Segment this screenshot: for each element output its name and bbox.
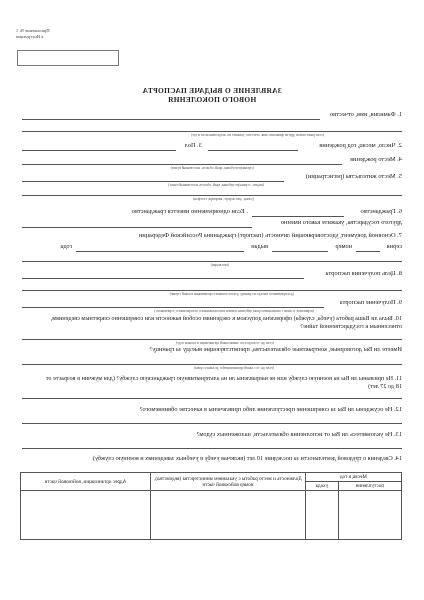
- item-2-label: 2. Число, месяц, год рождения: [319, 142, 402, 149]
- item-10-caption: (если да, то когда и по линии какой организации и в каком году): [175, 341, 274, 345]
- item-10-label: 10. Была ли Ваша работа (учеба, служба) оформлена допуском к сведениям особой важности или совершенно секретным сведениям, отнесенным к государственной тайне?: [50, 315, 402, 330]
- start-header: поступления: [339, 482, 402, 491]
- item-5-field[interactable]: [22, 181, 284, 182]
- item-1-field-2[interactable]: [22, 131, 402, 132]
- appendix-note: [16, 28, 74, 40]
- item-6-field-2[interactable]: [22, 227, 252, 228]
- item-9-caption: (первичное, в связи с окончанием срока действия, взамен использованного, испорченного, утраченного): [154, 309, 314, 313]
- item-12-label: 11. Не призваны ли Вы на военную службу или не направлены ли на альтернативную гражданскую службу? (для мужчин в возрасте от 18 до 27 лет): [45, 375, 402, 390]
- item-5-label: 5. Место жительства (регистрации): [305, 173, 402, 180]
- end-header: ухода: [306, 482, 339, 491]
- item-7-caption: (кем выдан): [210, 263, 229, 267]
- item-8-field[interactable]: [22, 278, 304, 279]
- item-4-caption: (страна/республика, край, область, населенный пункт): [170, 166, 254, 170]
- item-7-issued-field[interactable]: [76, 251, 244, 252]
- page-title: [80, 86, 344, 104]
- item-6-label: 6. Гражданство: [360, 208, 402, 215]
- item-2-field[interactable]: [208, 150, 298, 151]
- title-line-1: ЗАЯВЛЕНИЕ О ВЫДАЧЕ ПАСПОРТА: [142, 86, 282, 95]
- title-line-2: НОВОГО ПОКОЛЕНИЯ: [167, 95, 257, 104]
- item-13-field[interactable]: [22, 423, 402, 424]
- item-7-year-label: года: [60, 243, 72, 250]
- item-8-label: 8. Цель получения паспорта: [325, 270, 402, 277]
- item-10-field[interactable]: [22, 339, 402, 340]
- item-6-field[interactable]: [252, 216, 344, 217]
- item-11-label: Имеете ли Вы договорные, контрактные обязательства, препятствующие выезду за границу?: [149, 346, 402, 353]
- table-row: [21, 491, 402, 540]
- item-14-label: 13. Не уклоняетесь ли Вы от исполнения обязательств, наложенных судом?: [196, 431, 402, 438]
- item-5-caption-b: (улица, дом, корпус, квартира, телефон): [192, 197, 254, 201]
- item-11-caption: (если да, то с какой организацией и до какого срока): [193, 366, 274, 370]
- item-5-caption-a: (индекс, страна/республика, край, область, населенный пункт): [168, 183, 264, 187]
- item-6-note: . Если одновременно имеется гражданство: [131, 208, 248, 215]
- item-1-field[interactable]: [22, 119, 320, 120]
- item-9-field[interactable]: [22, 307, 324, 308]
- position-header: Должность и место работы с указанием министерства (ведомства), номер войсковой части: [151, 473, 306, 491]
- appendix-line-2: к Инструкции: [16, 34, 44, 39]
- item-6-note-2: другого государства, укажите какого именно: [280, 219, 402, 226]
- item-12-field[interactable]: [22, 398, 402, 399]
- work-history-table: [20, 472, 402, 540]
- item-8-caption: (для временного выезда за границу, для постоянного проживания в какой стране): [169, 292, 294, 296]
- item-9-label: 9. Получение паспорта: [339, 299, 402, 306]
- item-14-field[interactable]: [22, 448, 402, 449]
- photo-box: [17, 50, 119, 66]
- item-7-field-2[interactable]: [22, 261, 402, 262]
- item-1-caption: (если ранее имели другие фамилию, имя, отчество, укажите их, когда меняли их и где): [191, 133, 324, 137]
- month-year-header: Месяц и год: [306, 473, 402, 482]
- item-7-series-label: серия: [386, 243, 402, 250]
- address-cell[interactable]: [21, 491, 151, 540]
- position-cell[interactable]: [151, 491, 306, 540]
- address-header: Адрес организации, войсковой части: [21, 473, 151, 491]
- item-7-series-field[interactable]: [356, 251, 380, 252]
- end-cell[interactable]: [306, 491, 339, 540]
- item-8-field-2[interactable]: [22, 290, 402, 291]
- start-cell[interactable]: [339, 491, 402, 540]
- item-3-label: 3. Пол: [184, 142, 202, 149]
- item-3-field[interactable]: [22, 150, 176, 151]
- item-4-label: 4. Место рождения: [350, 156, 402, 163]
- item-5-field-2[interactable]: [22, 195, 402, 196]
- item-7-label: 7. Основной документ, удостоверяющий личность (паспорт) гражданина Российской Федерации: [138, 232, 402, 239]
- item-7-issued-label: выдан: [251, 243, 268, 250]
- item-4-field[interactable]: [22, 164, 342, 165]
- item-7-number-label: номер: [335, 243, 352, 250]
- item-13-label: 12. Не осуждены ли Вы за совершение преступления либо привлечены в качестве обвиняемого?: [139, 406, 402, 413]
- item-1-label: 1. Фамилия, имя, отчество: [330, 111, 402, 118]
- item-11-field[interactable]: [22, 364, 402, 365]
- item-15-label: 14. Сведения о трудовой деятельности за последние 10 лет (включая учебу в учебных заведениях и военную службу): [92, 455, 402, 462]
- appendix-line-1: Приложение № 1: [16, 28, 50, 33]
- item-7-number-field[interactable]: [272, 251, 328, 252]
